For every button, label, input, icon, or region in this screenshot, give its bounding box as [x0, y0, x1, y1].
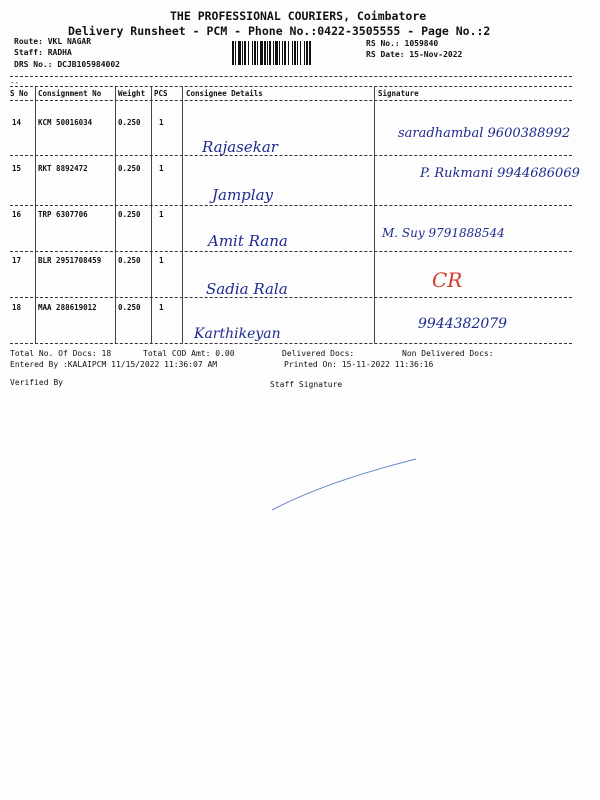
row-consignment: MAA 288619012: [38, 303, 97, 312]
non-delivered-docs: Non Delivered Docs:: [402, 349, 494, 358]
row-sno: 17: [12, 256, 22, 265]
row-divider: [10, 155, 572, 156]
col-pcs: PCS: [154, 89, 168, 98]
row-weight: 0.250: [118, 118, 141, 127]
signature-handwriting: M. Suy 9791888544: [382, 226, 505, 240]
row-sno: 15: [12, 164, 22, 173]
col-line: [115, 87, 116, 343]
printed-on: Printed On: 15-11-2022 11:36:16: [284, 360, 434, 369]
consignee-handwriting: Amit Rana: [208, 232, 288, 250]
row-weight: 0.250: [118, 303, 141, 312]
row-pcs: 1: [159, 303, 164, 312]
row-weight: 0.250: [118, 164, 141, 173]
barcode-bar: [311, 41, 312, 65]
rs-number: RS No.: 1059840: [366, 39, 439, 48]
staff-label: Staff: RADHA: [14, 48, 72, 57]
company-title: THE PROFESSIONAL COURIERS, Coimbatore: [170, 9, 427, 23]
row-divider: [10, 297, 572, 298]
consignee-handwriting: Jamplay: [212, 186, 273, 204]
row-sno: 14: [12, 118, 22, 127]
signature-handwriting: saradhambal 9600388992: [398, 126, 571, 141]
route-label: Route: VKL NAGAR: [14, 37, 92, 46]
runsheet-subtitle: Delivery Runsheet - PCM - Phone No.:0422-3505555 - Page No.:2: [68, 24, 491, 38]
col-sno: S No: [10, 89, 29, 98]
total-docs: Total No. Of Docs: 18: [10, 349, 112, 358]
header-divider: [10, 76, 572, 77]
col-line: [182, 87, 183, 343]
table-top-divider: [10, 86, 572, 87]
col-line: [151, 87, 152, 343]
barcode: [232, 41, 362, 65]
total-cod: Total COD Amt: 0.00: [143, 349, 235, 358]
consignee-handwriting: Karthikeyan: [194, 326, 281, 342]
staff-signature: Staff Signature: [270, 380, 343, 389]
row-consignment: RKT 8892472: [38, 164, 88, 173]
rs-date: RS Date: 15-Nov-2022: [366, 50, 463, 59]
consignee-handwriting: Rajasekar: [202, 138, 278, 156]
row-sno: 18: [12, 303, 22, 312]
signature-handwriting: 9944382079: [418, 316, 508, 332]
col-consignee: Consignee Details: [186, 89, 263, 98]
row-consignment: KCM 50016034: [38, 118, 93, 127]
entered-by: Entered By :KALAIPCM 11/15/2022 11:36:07 AM: [10, 360, 218, 369]
col-line: [35, 87, 36, 343]
row-consignment: TRP 6307706: [38, 210, 88, 219]
row-divider: [10, 205, 572, 206]
divider-marks: --: [10, 78, 20, 87]
pen-stroke: [270, 455, 420, 515]
col-signature: Signature: [378, 89, 419, 98]
row-pcs: 1: [159, 256, 164, 265]
row-weight: 0.250: [118, 210, 141, 219]
verified-by: Verified By: [10, 378, 63, 387]
header-row-divider: [10, 100, 572, 101]
consignee-handwriting: Sadia Rala: [206, 280, 288, 298]
col-weight: Weight: [118, 89, 146, 98]
row-pcs: 1: [159, 210, 164, 219]
drs-number: DRS No.: DCJB105984002: [14, 60, 120, 69]
signature-handwriting: P. Rukmani 9944686069: [420, 166, 580, 181]
col-consignment: Consignment No: [38, 89, 102, 98]
col-line: [374, 87, 375, 343]
table-bottom-divider: [10, 343, 572, 344]
row-consignment: BLR 2951708459: [38, 256, 102, 265]
delivered-docs: Delivered Docs:: [282, 349, 355, 358]
row-pcs: 1: [159, 118, 164, 127]
signature-handwriting-red: CR: [432, 268, 463, 292]
row-weight: 0.250: [118, 256, 141, 265]
row-divider: [10, 251, 572, 252]
row-sno: 16: [12, 210, 22, 219]
row-pcs: 1: [159, 164, 164, 173]
